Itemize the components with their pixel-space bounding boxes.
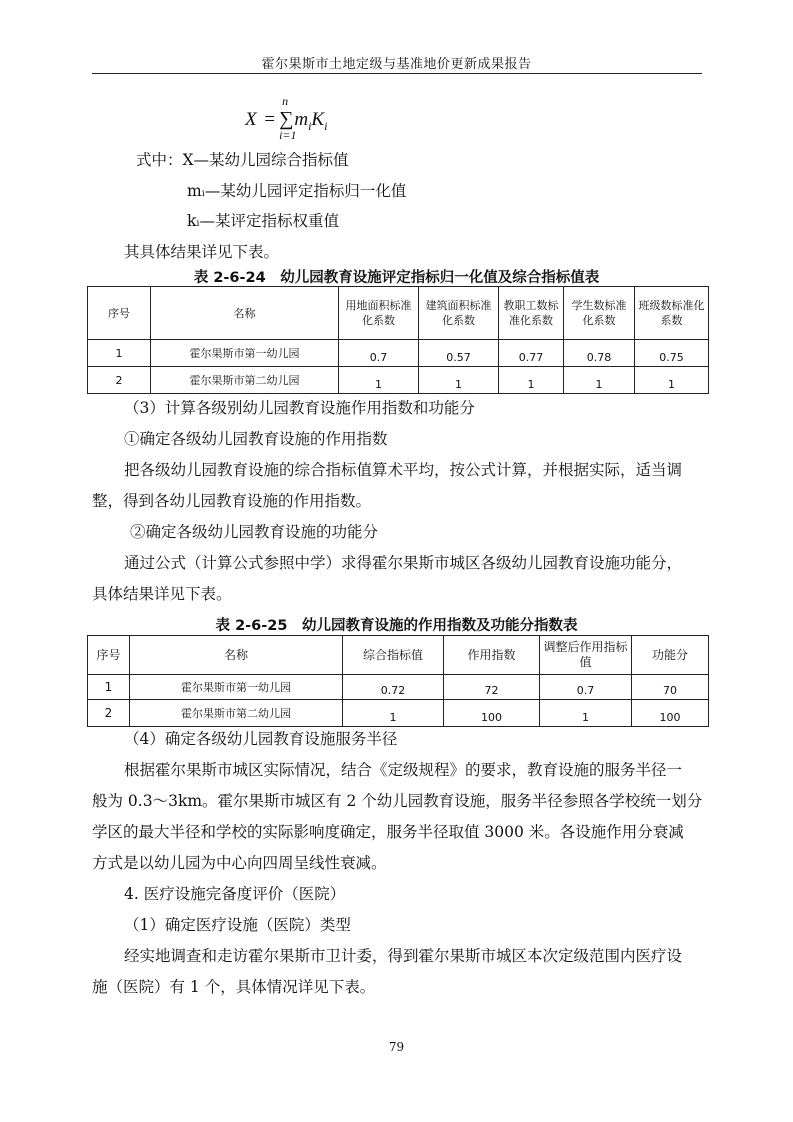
formula-m-index: i <box>308 118 312 133</box>
table2-cell: 1 <box>540 700 632 727</box>
medical-p-line1: 经实地调查和走访霍尔果斯市卫计委，得到霍尔果斯市城区本次定级范围内医疗设 <box>124 947 683 965</box>
see-table-text: 其具体结果详见下表。 <box>124 243 280 261</box>
section3-p1-line2: 整，得到各幼儿园教育设施的作用指数。 <box>92 492 372 510</box>
table2-header-cell: 综合指标值 <box>343 636 444 675</box>
sum-lower-limit: i=1 <box>279 128 297 142</box>
table2-header-cell: 作用指数 <box>444 636 540 675</box>
definition-m: mᵢ—某幼儿园评定指标归一化值 <box>187 182 407 200</box>
table1-header-cell: 序号 <box>88 287 151 340</box>
table1-cell: 1 <box>419 367 499 394</box>
formula-k: K <box>311 109 325 130</box>
table2-cell: 2 <box>88 700 130 727</box>
sigma-symbol: ∑ n i=1 <box>279 94 297 142</box>
table1-cell: 霍尔果斯市第二幼儿园 <box>151 367 339 394</box>
section4-p-line3: 学区的最大半径和学校的实际影响度确定，服务半径取值 3000 米。各设施作用分衰减 <box>92 823 684 841</box>
table1-header-cell: 学生数标准化系数 <box>564 287 635 340</box>
medical-heading: 4. 医疗设施完备度评价（医院） <box>124 885 346 903</box>
table1-header-cell: 班级数标准化系数 <box>635 287 709 340</box>
medical-p-line2: 施（医院）有 1 个，具体情况详见下表。 <box>92 978 376 996</box>
table1-cell: 1 <box>339 367 419 394</box>
table2-cell: 霍尔果斯市第一幼儿园 <box>130 675 343 700</box>
table2-cell: 70 <box>632 675 709 700</box>
table1-cell: 0.77 <box>499 340 564 367</box>
table2-cell: 1 <box>343 700 444 727</box>
table1-cell: 0.75 <box>635 340 709 367</box>
table-row <box>88 700 709 727</box>
table2-cell: 1 <box>88 675 130 700</box>
definition-x: 式中：X—某幼儿园综合指标值 <box>136 151 349 169</box>
sum-upper-limit: n <box>282 94 289 108</box>
table2-cell: 0.72 <box>343 675 444 700</box>
table1-cell: 1 <box>635 367 709 394</box>
table2-header-cell: 功能分 <box>632 636 709 675</box>
table1-cell: 霍尔果斯市第一幼儿园 <box>151 340 339 367</box>
section3-heading: （3）计算各级别幼儿园教育设施作用指数和功能分 <box>124 399 475 417</box>
table1-cell: 2 <box>88 367 151 394</box>
table1-caption: 表 2-6-24 幼儿园教育设施评定指标归一化值及综合指标值表 <box>193 270 600 286</box>
section4-p-line2: 般为 0.3～3km。霍尔果斯市城区有 2 个幼儿园教育设施，服务半径参照各学校统一划分 <box>92 792 703 810</box>
table2-cell: 100 <box>444 700 540 727</box>
running-header: 霍尔果斯市土地定级与基准地价更新成果报告 <box>261 57 532 72</box>
section4-p-line4: 方式是以幼儿园为中心向四周呈线性衰减。 <box>92 854 387 872</box>
table1-cell: 0.78 <box>564 340 635 367</box>
section3-sub1: ①确定各级幼儿园教育设施的作用指数 <box>124 430 388 448</box>
table1-cell: 1 <box>499 367 564 394</box>
table2-header-cell: 名称 <box>130 636 343 675</box>
table1-cell: 0.57 <box>419 340 499 367</box>
table1-cell: 1 <box>88 340 151 367</box>
table1-cell: 0.7 <box>339 340 419 367</box>
definition-k: kᵢ—某评定指标权重值 <box>187 212 340 230</box>
table1-cell: 1 <box>564 367 635 394</box>
table1-header-row <box>88 287 709 340</box>
table2-cell: 72 <box>444 675 540 700</box>
table2-caption: 表 2-6-25 幼儿园教育设施的作用指数及功能分指数表 <box>215 618 578 634</box>
medical-sub: （1）确定医疗设施（医院）类型 <box>124 916 351 934</box>
section4-heading: （4）确定各级幼儿园教育设施服务半径 <box>124 730 398 748</box>
page-number: 79 <box>388 1040 405 1054</box>
section3-sub2: ②确定各级幼儿园教育设施的功能分 <box>130 523 379 541</box>
section3-p1-line1: 把各级幼儿园教育设施的综合指标值算术平均，按公式计算，并根据实际，适当调 <box>124 461 683 479</box>
header-rule <box>92 73 702 74</box>
formula-lhs: X <box>245 109 257 130</box>
table2-cell: 0.7 <box>540 675 632 700</box>
table1 <box>87 286 709 394</box>
section3-p2-line1: 通过公式（计算公式参照中学）求得霍尔果斯市城区各级幼儿园教育设施功能分， <box>124 554 683 572</box>
formula-m: m <box>294 109 309 130</box>
table-row <box>88 340 709 367</box>
table-row <box>88 675 709 700</box>
table2 <box>87 635 709 727</box>
table2-cell: 霍尔果斯市第二幼儿园 <box>130 700 343 727</box>
formula-equals: = <box>264 109 276 130</box>
table2-header-cell: 调整后作用指标值 <box>540 636 632 675</box>
table1-header-cell: 名称 <box>151 287 339 340</box>
table2-header-row <box>88 636 709 675</box>
section3-p2-line2: 具体结果详见下表。 <box>92 585 232 603</box>
table1-header-cell: 教职工数标准化系数 <box>499 287 564 340</box>
table2-cell: 100 <box>632 700 709 727</box>
table2-header-cell: 序号 <box>88 636 130 675</box>
section4-p-line1: 根据霍尔果斯市城区实际情况，结合《定级规程》的要求，教育设施的服务半径一 <box>124 761 683 779</box>
table-row <box>88 367 709 394</box>
summation-formula <box>245 94 328 142</box>
formula-k-index: i <box>324 118 328 133</box>
table1-header-cell: 用地面积标准化系数 <box>339 287 419 340</box>
table1-header-cell: 建筑面积标准化系数 <box>419 287 499 340</box>
